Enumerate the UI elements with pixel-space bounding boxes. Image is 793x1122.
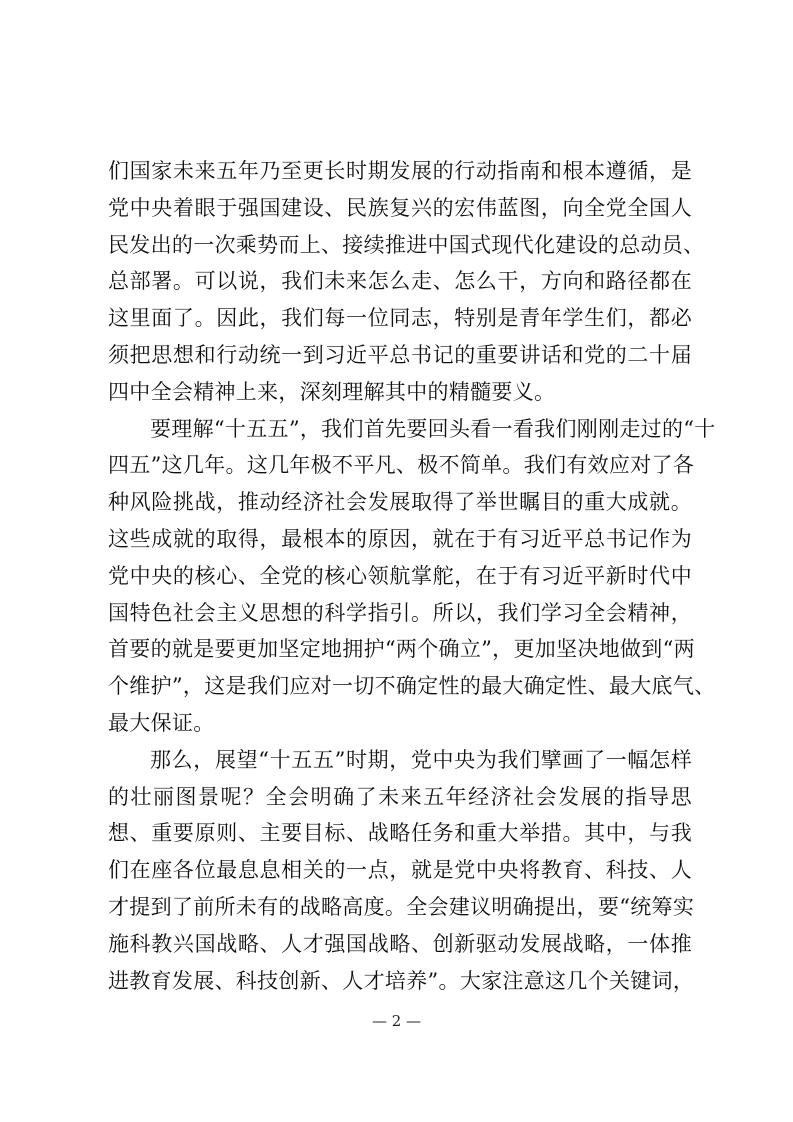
text-line-7: 四中全会精神上来，深刻理解其中的精髓要义。 bbox=[108, 379, 556, 404]
text-line-17: 那么，展望“十五五”时期，党中央为我们擘画了一幅怎样 bbox=[150, 747, 692, 772]
text-line-1: 们国家未来五年乃至更长时期发展的行动指南和根本遵循，是 bbox=[108, 159, 692, 183]
text-line-3: 民发出的一次乘势而上、接续推进中国式现代化建设的总动员、 bbox=[108, 232, 705, 257]
body-text bbox=[108, 153, 716, 999]
text-line-2: 党中央着眼于强国建设、民族复兴的宏伟蓝图，向全党全国人 bbox=[108, 195, 692, 220]
text-line-18: 的壮丽图景呢？全会明确了未来五年经济社会发展的指导思 bbox=[108, 784, 692, 809]
text-line-9: 四五”这几年。这几年极不平凡、极不简单。我们有效应对了各 bbox=[108, 453, 695, 478]
text-line-19: 想、重要原则、主要目标、战略任务和重大举措。其中，与我 bbox=[108, 821, 692, 846]
text-line-5: 这里面了。因此，我们每一位同志，特别是青年学生们，都必 bbox=[108, 306, 692, 331]
text-line-23: 进教育发展、科技创新、人才培养”。大家注意这几个关键词， bbox=[108, 968, 695, 993]
text-line-20: 们在座各位最息息相关的一点，就是党中央将教育、科技、人 bbox=[108, 858, 692, 883]
text-line-11: 这些成就的取得，最根本的原因，就在于有习近平总书记作为 bbox=[108, 526, 692, 551]
text-line-22: 施科教兴国战略、人才强国战略、创新驱动发展战略，一体推 bbox=[108, 931, 692, 956]
text-line-14: 首要的就是要更加坚定地拥护“两个确立”，更加坚决地做到“两 bbox=[108, 637, 695, 662]
text-line-12: 党中央的核心、全党的核心领航掌舵，在于有习近平新时代中 bbox=[108, 563, 692, 588]
text-line-21: 才提到了前所未有的战略高度。全会建议明确提出，要“统筹实 bbox=[108, 894, 695, 919]
text-line-16: 最大保证。 bbox=[108, 710, 215, 735]
text-line-10: 种风险挑战，推动经济社会发展取得了举世瞩目的重大成就。 bbox=[108, 490, 692, 515]
page-number: — 2 — bbox=[371, 1012, 422, 1030]
text-line-8: 要理解“十五五”，我们首先要回头看一看我们刚刚走过的“十 bbox=[150, 416, 716, 441]
text-line-15: 个维护”，这是我们应对一切不确定性的最大确定性、最大底气、 bbox=[108, 674, 716, 699]
text-line-4: 总部署。可以说，我们未来怎么走、怎么干，方向和路径都在 bbox=[108, 269, 692, 294]
text-line-13: 国特色社会主义思想的科学指引。所以，我们学习全会精神， bbox=[108, 600, 692, 625]
text-line-6: 须把思想和行动统一到习近平总书记的重要讲话和党的二十届 bbox=[108, 342, 692, 367]
